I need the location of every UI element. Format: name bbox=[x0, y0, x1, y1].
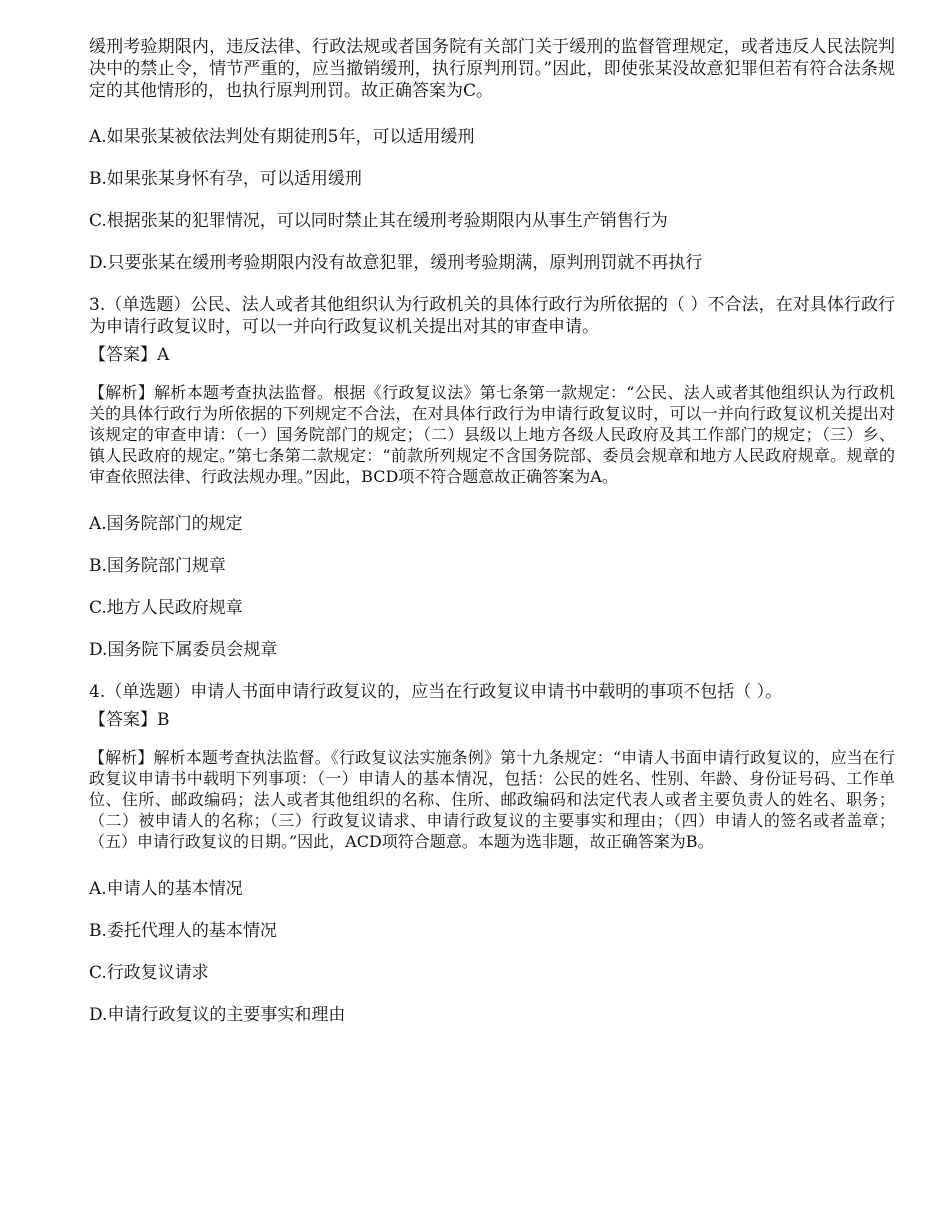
q4-option-b: B.委托代理人的基本情况 bbox=[89, 921, 277, 941]
q2-explanation-continued: 缓刑考验期限内，违反法律、行政法规或者国务院有关部门关于缓刑的监督管理规定，或者违反人民法院判决中的禁止令，情节严重的，应当撤销缓刑，执行原判刑罚。”因此，即使张某没故意犯罪但若有符合法条规定的其他情形的，也执行原判刑罚。故正确答案为C。 bbox=[89, 37, 895, 101]
q3-explanation: 【解析】解析本题考查执法监督。根据《行政复议法》第七条第一款规定：“公民、法人或者其他组织认为行政机关的具体行政行为所依据的下列规定不合法，在对具体行政行为申请行政复议时，可以一并向行政复议机关提出对该规定的审查申请：（一）国务院部门的规定；（二）县级以上地方各级人民政府及其工作部门的规定；（三）乡、镇人民政府的规定。”第七条第二款规定：“前款所列规定不含国务院部、委员会规章和地方人民政府规章。规章的审查依照法律、行政法规办理。”因此，BCD项不符合题意故正确答案为A。 bbox=[89, 383, 895, 486]
q4-option-a: A.申请人的基本情况 bbox=[89, 879, 243, 899]
q3-option-c: C.地方人民政府规章 bbox=[89, 598, 243, 618]
q3-option-d: D.国务院下属委员会规章 bbox=[89, 640, 278, 660]
q2-option-c: C.根据张某的犯罪情况，可以同时禁止其在缓刑考验期限内从事生产销售行为 bbox=[89, 211, 668, 231]
q4-option-c: C.行政复议请求 bbox=[89, 963, 209, 983]
q2-option-a: A.如果张某被依法判处有期徒刑5年，可以适用缓刑 bbox=[89, 127, 475, 147]
q3-question: 3.（单选题）公民、法人或者其他组织认为行政机关的具体行政行为所依据的（ ）不合法，在对具体行政行为申请行政复议时，可以一并向行政复议机关提出对其的审查申请。 bbox=[89, 295, 895, 337]
q4-option-d: D.申请行政复议的主要事实和理由 bbox=[89, 1005, 346, 1025]
q2-option-b: B.如果张某身怀有孕，可以适用缓刑 bbox=[89, 169, 362, 189]
q4-answer: 【答案】B bbox=[89, 710, 170, 730]
q3-answer: 【答案】A bbox=[89, 345, 170, 365]
q3-option-b: B.国务院部门规章 bbox=[89, 556, 226, 576]
document-page bbox=[89, 36, 895, 1026]
q4-question: 4.（单选题）申请人书面申请行政复议的，应当在行政复议申请书中载明的事项不包括（ ）。 bbox=[89, 682, 783, 702]
q4-explanation: 【解析】解析本题考查执法监督。《行政复议法实施条例》第十九条规定：“申请人书面申请行政复议的，应当在行政复议申请书中载明下列事项：（一）申请人的基本情况，包括：公民的姓名、性别、年龄、身份证号码、工作单位、住所、邮政编码；法人或者其他组织的名称、住所、邮政编码和法定代表人或者主要负责人的姓名、职务；（二）被申请人的名称；（三）行政复议请求、申请行政复议的主要事实和理由；（四）申请人的签名或者盖章；（五）申请行政复议的日期。”因此，ACD项符合题意。本题为选非题，故正确答案为B。 bbox=[89, 748, 895, 851]
q2-option-d: D.只要张某在缓刑考验期限内没有故意犯罪，缓刑考验期满，原判刑罚就不再执行 bbox=[89, 253, 703, 273]
q3-option-a: A.国务院部门的规定 bbox=[89, 514, 243, 534]
